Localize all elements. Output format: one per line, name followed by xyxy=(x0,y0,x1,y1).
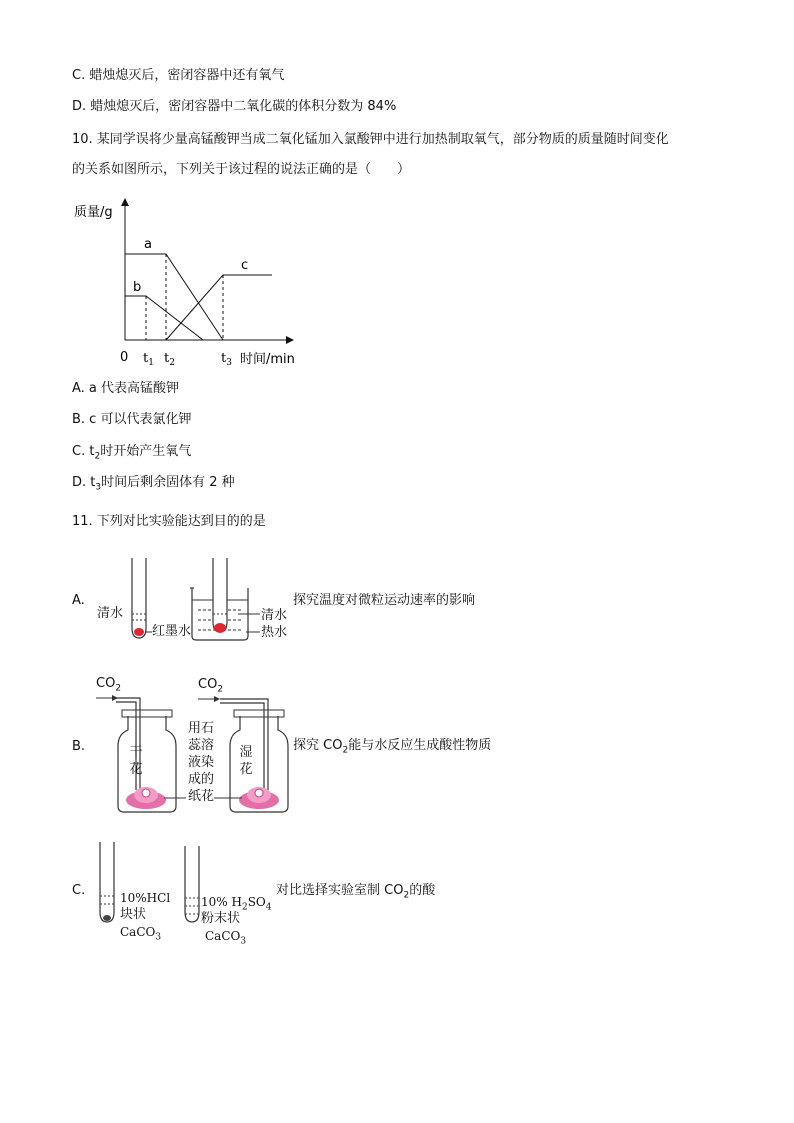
svg-text:t3: $t_3$ xyxy=(221,351,232,368)
q11-c-apparatus xyxy=(96,840,206,930)
q11-c-left-solid2: CaCO$_3$ xyxy=(120,925,162,943)
q9-option-d: D. 蜡烛熄灭后，密闭容器中二氧化碳的体积分数为 84% xyxy=(72,99,397,114)
curve-a xyxy=(125,254,223,340)
q11-a-letter: A. xyxy=(72,593,85,608)
q10-option-b: B. c 可以代表氯化钾 xyxy=(72,412,192,427)
wet-flower-icon xyxy=(239,787,279,809)
curve-c-label: c xyxy=(241,258,249,273)
red-ink-drop-left xyxy=(134,628,144,636)
q11-b-purpose: 探究 $CO_2$能与水反应生成酸性物质 xyxy=(293,738,492,756)
curve-c xyxy=(166,275,272,340)
q11-b-co2-left: $CO_2$ xyxy=(96,676,122,694)
q11-b-middle-label: 用石 蕊溶 液染 成的 纸花 xyxy=(187,721,214,804)
dry-flower-icon xyxy=(126,787,166,809)
red-ink-drop-right xyxy=(214,623,226,633)
origin-label: 0 xyxy=(120,350,129,365)
q10-stem-line1: 10. 某同学误将少量高锰酸钾当成二氧化锰加入氯酸钾中进行加热制取氧气，部分物质的质量随时间变化 xyxy=(72,132,669,147)
q10-option-c: C. $t_2$时开始产生氧气 xyxy=(72,444,192,462)
q11-c-left-acid: 10%HCl xyxy=(120,891,171,905)
curve-b-label: b xyxy=(133,280,142,295)
q11-a-tube-label: 清水 xyxy=(97,606,124,621)
graph-ylabel: 质量/g xyxy=(74,205,113,220)
q11-c-purpose: 对比选择实验室制 $CO_2$的酸 xyxy=(276,883,436,901)
tick-t3: t xyxy=(221,351,227,366)
tick-t2: t xyxy=(164,351,170,366)
lump-caco3 xyxy=(103,915,111,921)
q11-stem: 11. 下列对比实验能达到目的的是 xyxy=(72,514,266,529)
q11-b-letter: B. xyxy=(72,739,86,754)
q11-b-dry-label: 干 花 xyxy=(129,745,143,777)
q11-c-left-solid1: 块状 xyxy=(120,907,147,922)
q10-mass-time-graph xyxy=(68,194,308,372)
q11-a-beaker-top: 清水 xyxy=(261,608,288,623)
q11-b-co2-right: $CO_2$ xyxy=(198,677,224,695)
svg-text:t2: $t_2$ xyxy=(164,351,175,368)
q9-option-c: C. 蜡烛熄灭后，密闭容器中还有氧气 xyxy=(72,68,285,83)
q11-c-letter: C. xyxy=(72,883,86,898)
curve-b xyxy=(125,296,203,340)
graph-xlabel: 时间/min xyxy=(240,352,295,367)
curve-a-label: a xyxy=(144,237,152,252)
q10-option-a: A. a 代表高锰酸钾 xyxy=(72,381,180,396)
q11-a-drop-label: 红墨水 xyxy=(152,624,192,639)
tick-t1: t xyxy=(143,351,149,366)
q10-option-d: D. $t_3$时间后剩余固体有 2 种 xyxy=(72,475,235,493)
svg-text:t1: $t_1$ xyxy=(143,351,154,368)
q11-c-right-solid2: CaCO$_3$ xyxy=(205,929,247,947)
q10-stem-line2: 的关系如图所示，下列关于该过程的说法正确的是（ ） xyxy=(72,162,411,177)
q11-a-purpose: 探究温度对微粒运动速率的影响 xyxy=(293,593,476,608)
q11-a-beaker-bottom: 热水 xyxy=(261,625,288,640)
q11-c-right-solid1: 粉末状 xyxy=(201,911,241,926)
q11-b-wet-label: 湿 花 xyxy=(239,745,253,777)
q11-c-right-acid: 10% $H_2SO_4$ xyxy=(201,895,272,913)
q11-a-apparatus xyxy=(128,556,268,646)
